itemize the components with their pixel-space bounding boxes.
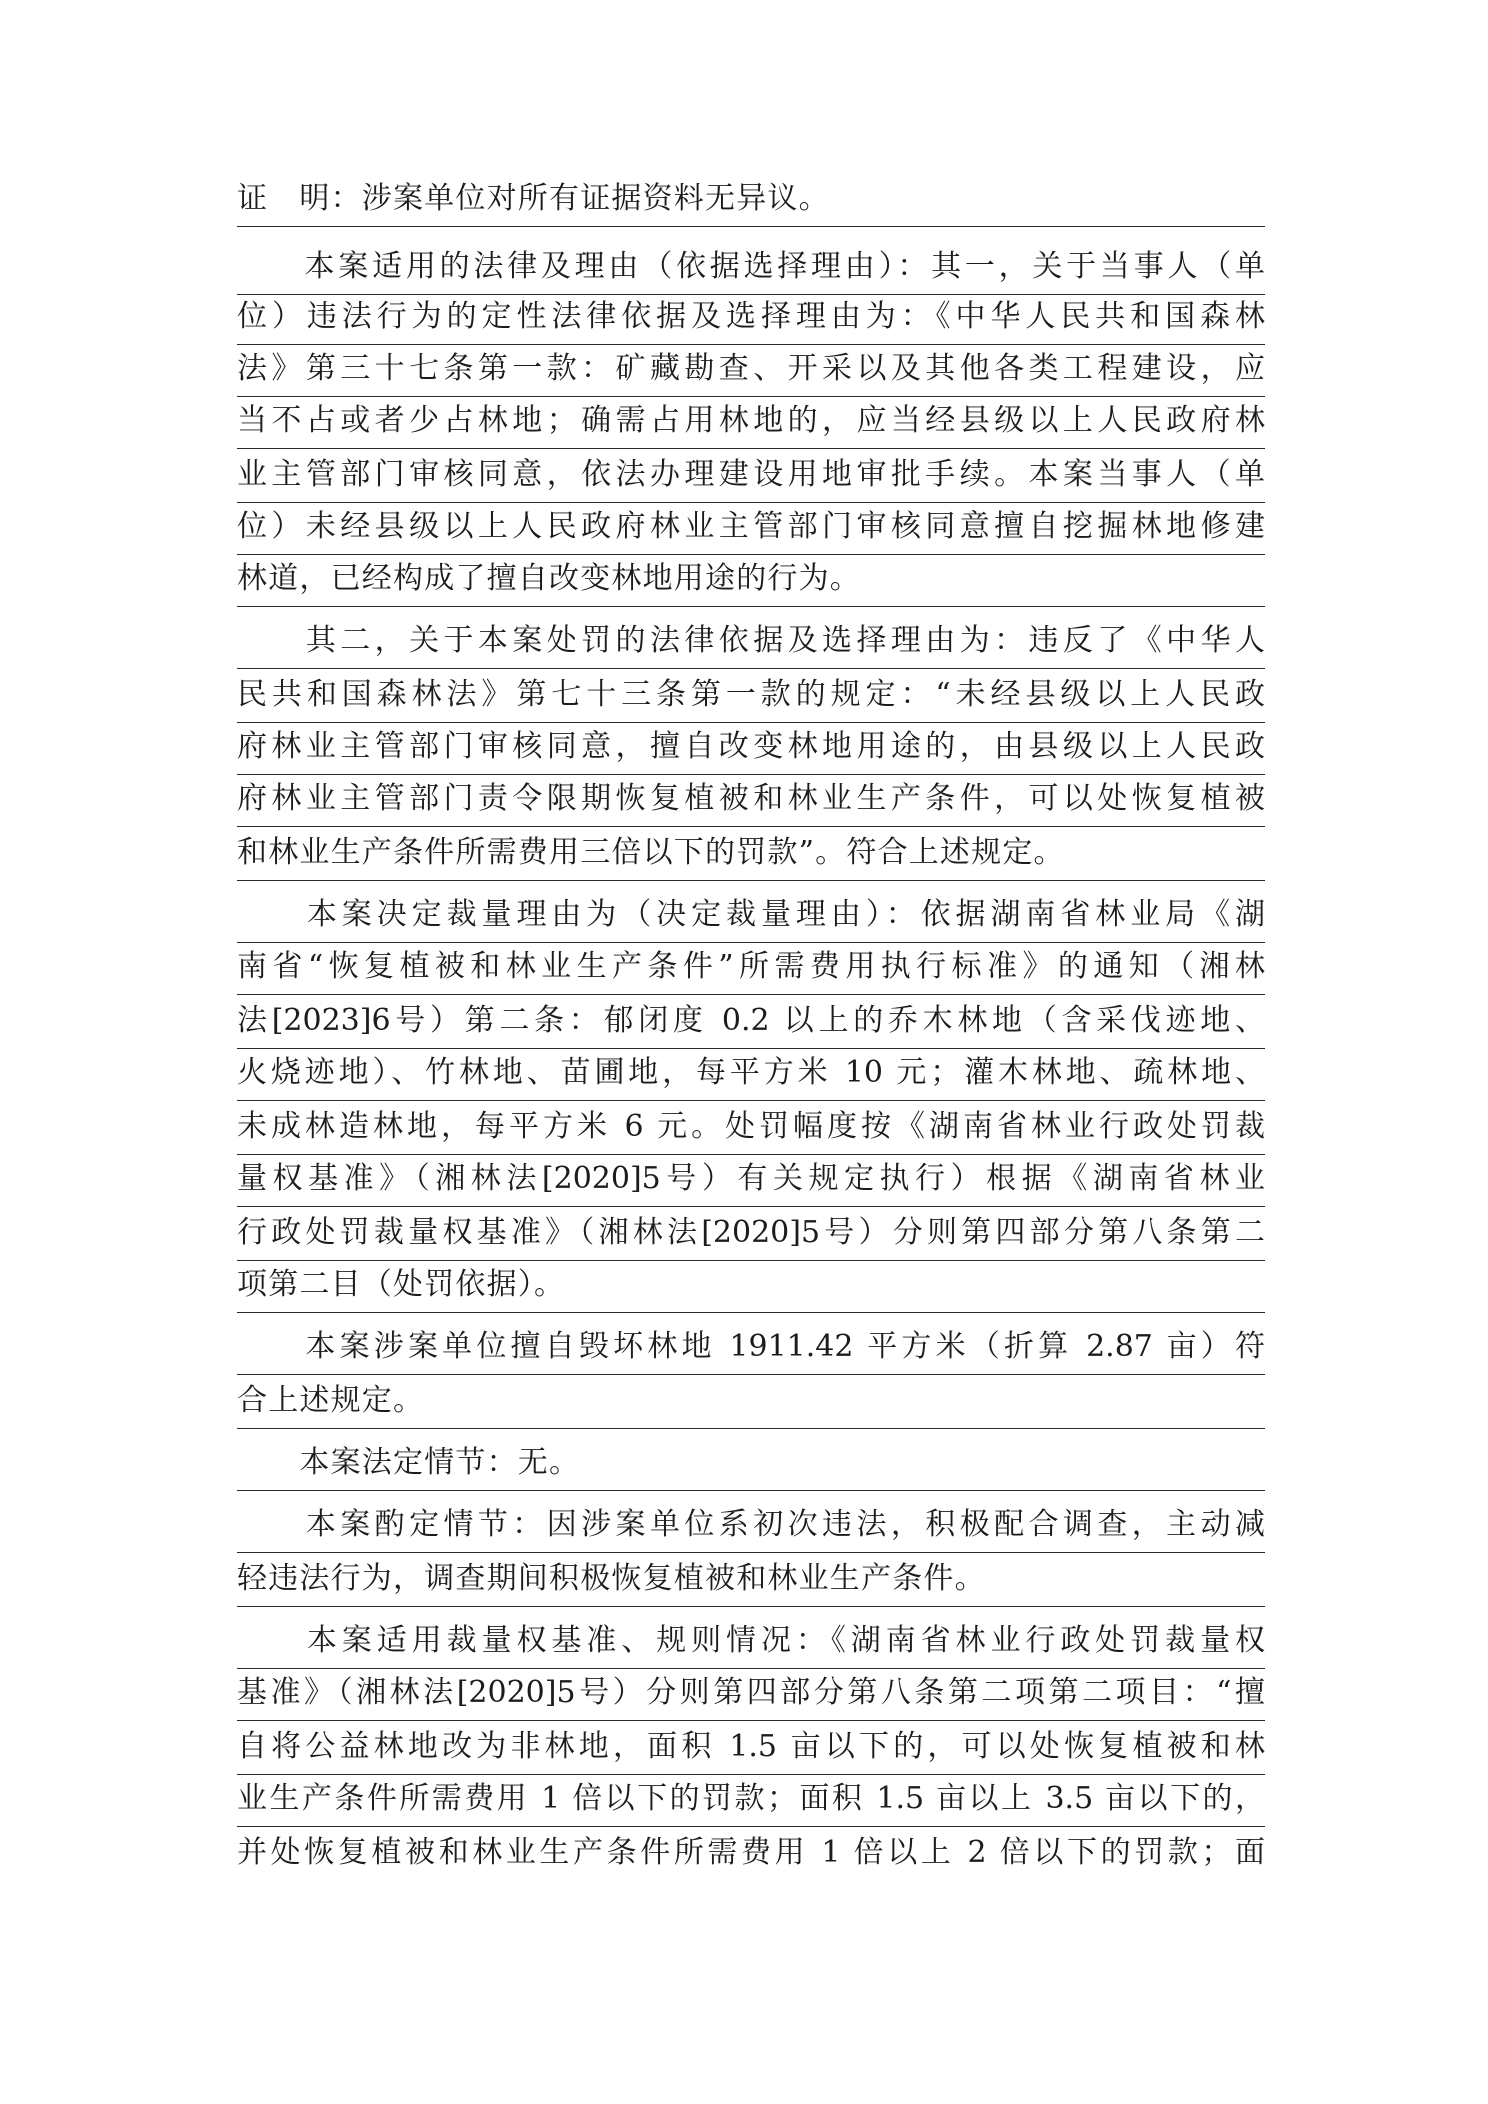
text-line-content: 府林业主管部门审核同意，擅自改变林地用途的，由县级以上人民政 bbox=[237, 729, 1265, 764]
text-line-content: 当不占或者少占林地；确需占用林地的，应当经县级以上人民政府林 bbox=[237, 403, 1265, 438]
text-line: 轻违法行为，调查期间积极恢复植被和林业生产条件。 bbox=[237, 1556, 1265, 1607]
text-line bbox=[237, 1050, 1265, 1101]
text-line-content: 本案涉案单位擅自毁坏林地 1911.42 平方米（折算 2.87 亩）符 bbox=[237, 1329, 1265, 1364]
text-line-content: 量权基准》（湘林法[2020]5号）有关规定执行）根据《湖南省林业 bbox=[237, 1161, 1265, 1196]
text-line bbox=[237, 724, 1265, 775]
text-line-content: 本案酌定情节：因涉案单位系初次违法，积极配合调查，主动减 bbox=[237, 1507, 1265, 1542]
text-line: 项第二目（处罚依据）。 bbox=[237, 1262, 1265, 1313]
text-line-content: 本案适用裁量权基准、规则情况：《湖南省林业行政处罚裁量权 bbox=[237, 1623, 1265, 1658]
text-line-statutory-circumstances: 本案法定情节：无。 bbox=[237, 1440, 1265, 1491]
text-line-content: 府林业主管部门责令限期恢复植被和林业生产条件，可以处恢复植被 bbox=[237, 781, 1265, 816]
text-line-content: 业生产条件所需费用 1 倍以下的罚款；面积 1.5 亩以上 3.5 亩以下的， bbox=[237, 1781, 1265, 1816]
text-line-content: 位）违法行为的定性法律依据及选择理由为：《中华人民共和国森林 bbox=[237, 299, 1265, 334]
text-line bbox=[237, 1104, 1265, 1155]
text-line bbox=[237, 346, 1265, 397]
text-line bbox=[237, 998, 1265, 1049]
text-line bbox=[237, 504, 1265, 555]
text-line-content: 未成林造林地，每平方米 6 元。处罚幅度按《湖南省林业行政处罚裁 bbox=[237, 1109, 1265, 1144]
text-line-content: 行政处罚裁量权基准》（湘林法[2020]5号）分则第四部分第八条第二 bbox=[237, 1215, 1265, 1250]
text-line-penalty-basis bbox=[237, 618, 1265, 669]
text-line-certification: 证 明：涉案单位对所有证据资料无异议。 bbox=[237, 176, 1265, 227]
text-line-content: 基准》（湘林法[2020]5号）分则第四部分第八条第二项第二项目：“擅 bbox=[237, 1675, 1265, 1710]
text-line bbox=[237, 1670, 1265, 1721]
text-line-content: 其二，关于本案处罚的法律依据及选择理由为：违反了《中华人 bbox=[237, 623, 1265, 658]
text-line-content: 业主管部门审核同意，依法办理建设用地审批手续。本案当事人（单 bbox=[237, 457, 1265, 492]
text-line bbox=[237, 294, 1265, 345]
text-line bbox=[237, 1776, 1265, 1827]
text-line bbox=[237, 944, 1265, 995]
text-line-content: 本案适用的法律及理由（依据选择理由）：其一，关于当事人（单 bbox=[237, 249, 1265, 284]
text-line bbox=[237, 452, 1265, 503]
text-line-content: 南省“恢复植被和林业生产条件”所需费用执行标准》的通知（湘林 bbox=[237, 949, 1265, 984]
text-line-content: 火烧迹地）、竹林地、苗圃地，每平方米 10 元；灌木林地、疏林地、 bbox=[237, 1055, 1265, 1090]
text-line-legal-basis-intro bbox=[237, 244, 1265, 295]
text-line-content: 法》第三十七条第一款：矿藏勘查、开采以及其他各类工程建设，应 bbox=[237, 351, 1265, 386]
text-line: 和林业生产条件所需费用三倍以下的罚款”。符合上述规定。 bbox=[237, 830, 1265, 881]
text-line: 合上述规定。 bbox=[237, 1378, 1265, 1429]
text-line-content: 民共和国森林法》第七十三条第一款的规定：“未经县级以上人民政 bbox=[237, 677, 1265, 712]
text-line bbox=[237, 776, 1265, 827]
text-line bbox=[237, 1156, 1265, 1207]
text-line-content: 自将公益林地改为非林地，面积 1.5 亩以下的，可以处恢复植被和林 bbox=[237, 1729, 1265, 1764]
text-line bbox=[237, 672, 1265, 723]
text-line bbox=[237, 398, 1265, 449]
text-line bbox=[237, 1724, 1265, 1775]
text-line-content: 位）未经县级以上人民政府林业主管部门审核同意擅自挖掘林地修建 bbox=[237, 509, 1265, 544]
text-line bbox=[237, 1830, 1265, 1880]
text-line-content: 法[2023]6号）第二条：郁闭度 0.2 以上的乔木林地（含采伐迹地、 bbox=[237, 1003, 1265, 1038]
text-line-damaged-area bbox=[237, 1324, 1265, 1375]
text-line-content: 本案决定裁量理由为（决定裁量理由）：依据湖南省林业局《湖 bbox=[237, 897, 1265, 932]
text-line-discretion-reason bbox=[237, 892, 1265, 943]
text-line-discretionary-circumstances bbox=[237, 1502, 1265, 1553]
text-line: 林道，已经构成了擅自改变林地用途的行为。 bbox=[237, 556, 1265, 607]
text-line-content: 并处恢复植被和林业生产条件所需费用 1 倍以上 2 倍以下的罚款；面 bbox=[237, 1835, 1265, 1870]
text-line bbox=[237, 1210, 1265, 1261]
text-line-applicable-standards bbox=[237, 1618, 1265, 1669]
